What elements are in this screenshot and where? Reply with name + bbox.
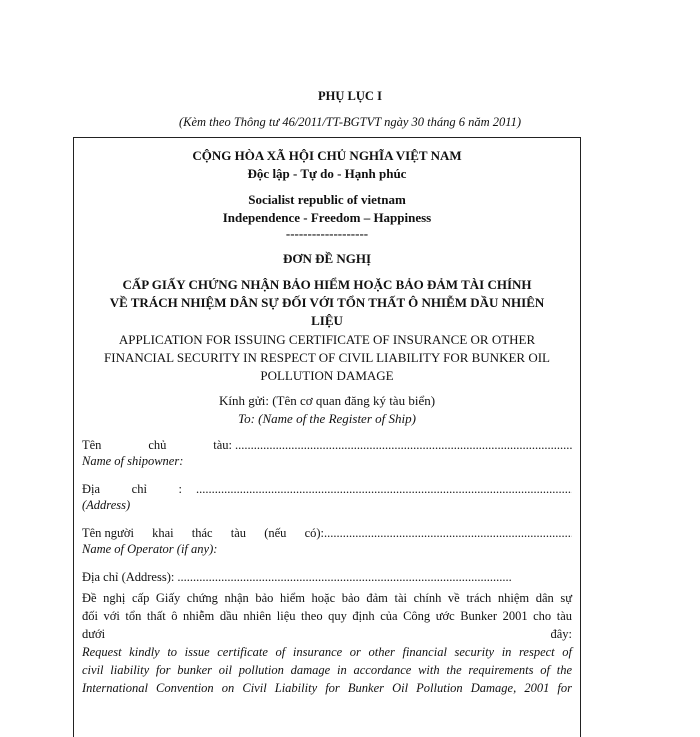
- request-vi-line1: Đề nghị cấp Giấy chứng nhận bảo hiểm hoặc bảo đảm tài chính về trách nhiệm dân sự: [82, 591, 572, 605]
- request-en-line2: civil liability for bunker oil pollution damage in accordance with the requirements of the: [82, 663, 572, 677]
- request-vi-line3: [82, 625, 572, 643]
- operator-address-fill-line[interactable]: [177, 569, 512, 585]
- operator-address-field[interactable]: [82, 569, 512, 585]
- country-name-vi: CỘNG HÒA XÃ HỘI CHỦ NGHĨA VIỆT NAM: [192, 148, 462, 163]
- form-title-vi-line3: LIỆU: [311, 313, 343, 328]
- operator-label-word3: thác: [191, 526, 213, 540]
- shipowner-label-en: Name of shipowner:: [82, 454, 184, 468]
- address-label-word2: chỉ: [131, 482, 147, 496]
- operator-label-word6: có):: [304, 526, 324, 540]
- addressee-vi: Kính gửi: (Tên cơ quan đăng ký tàu biển): [218, 393, 436, 408]
- request-en-line1: Request kindly to issue certificate of insurance or other financial security in respect of: [82, 645, 572, 659]
- national-motto-vi: Độc lập - Tự do - Hạnh phúc: [247, 166, 407, 181]
- shipowner-label-word1: Tên: [82, 438, 102, 452]
- shipowner-label-word2: chủ: [148, 438, 167, 452]
- form-title-en-line3: POLLUTION DAMAGE: [260, 368, 394, 383]
- operator-label-word5: (nếu: [264, 526, 287, 540]
- form-type-vi: ĐƠN ĐỀ NGHỊ: [282, 251, 372, 266]
- operator-label-word1: Tên người: [82, 526, 134, 540]
- country-name-en: Socialist republic of vietnam: [248, 192, 406, 207]
- operator-label-word4: tàu: [230, 526, 247, 540]
- form-title-vi-line2: VỀ TRÁCH NHIỆM DÂN SỰ ĐỐI VỚI TỔN THẤT Ô NHIỄM DẦU NHIÊN: [109, 295, 545, 310]
- request-paragraph: [82, 589, 572, 697]
- appendix-title: PHỤ LỤC I: [318, 89, 382, 103]
- form-title-en-line1: APPLICATION FOR ISSUING CERTIFICATE OF INSURANCE OR OTHER: [118, 332, 536, 347]
- address-fill-line[interactable]: [196, 481, 572, 497]
- operator-label-word2: khai: [152, 526, 174, 540]
- national-motto-en: Independence - Freedom – Happiness: [222, 210, 432, 225]
- operator-fill-line[interactable]: [324, 525, 572, 541]
- address-field[interactable]: [82, 481, 572, 513]
- request-en-line3: International Convention on Civil Liability for Bunker Oil Pollution Damage, 2001 for: [82, 681, 572, 695]
- shipowner-label-word3: tàu:: [213, 438, 232, 452]
- shipowner-field[interactable]: [82, 437, 572, 469]
- form-title-vi-line1: CẤP GIẤY CHỨNG NHẬN BẢO HIỂM HOẶC BẢO ĐẢM TÀI CHÍNH: [122, 277, 532, 292]
- address-label-word3: :: [178, 482, 182, 496]
- operator-address-label: Địa chỉ (Address):: [82, 570, 175, 584]
- address-label-word1: Địa: [82, 482, 101, 496]
- appendix-subtitle: (Kèm theo Thông tư 46/2011/TT-BGTVT ngày 30 tháng 6 năm 2011): [178, 115, 521, 129]
- request-vi-line3-start: dưới: [82, 627, 106, 641]
- operator-label-en: Name of Operator (if any):: [82, 542, 218, 556]
- form-title-en-line2: FINANCIAL SECURITY IN RESPECT OF CIVIL LIABILITY FOR BUNKER OIL: [104, 350, 550, 365]
- header-divider: -------------------: [285, 226, 369, 241]
- operator-field[interactable]: [82, 525, 572, 557]
- address-label-en: (Address): [82, 498, 131, 512]
- application-form-frame: [73, 137, 581, 737]
- addressee-en: To: (Name of the Register of Ship): [238, 411, 416, 426]
- shipowner-fill-line[interactable]: [235, 437, 572, 453]
- request-vi-line3-end: đây:: [550, 627, 572, 641]
- request-vi-line2: đối với tổn thất ô nhiễm dầu nhiên liệu theo quy định của Công ước Bunker 2001 cho tàu: [82, 609, 572, 623]
